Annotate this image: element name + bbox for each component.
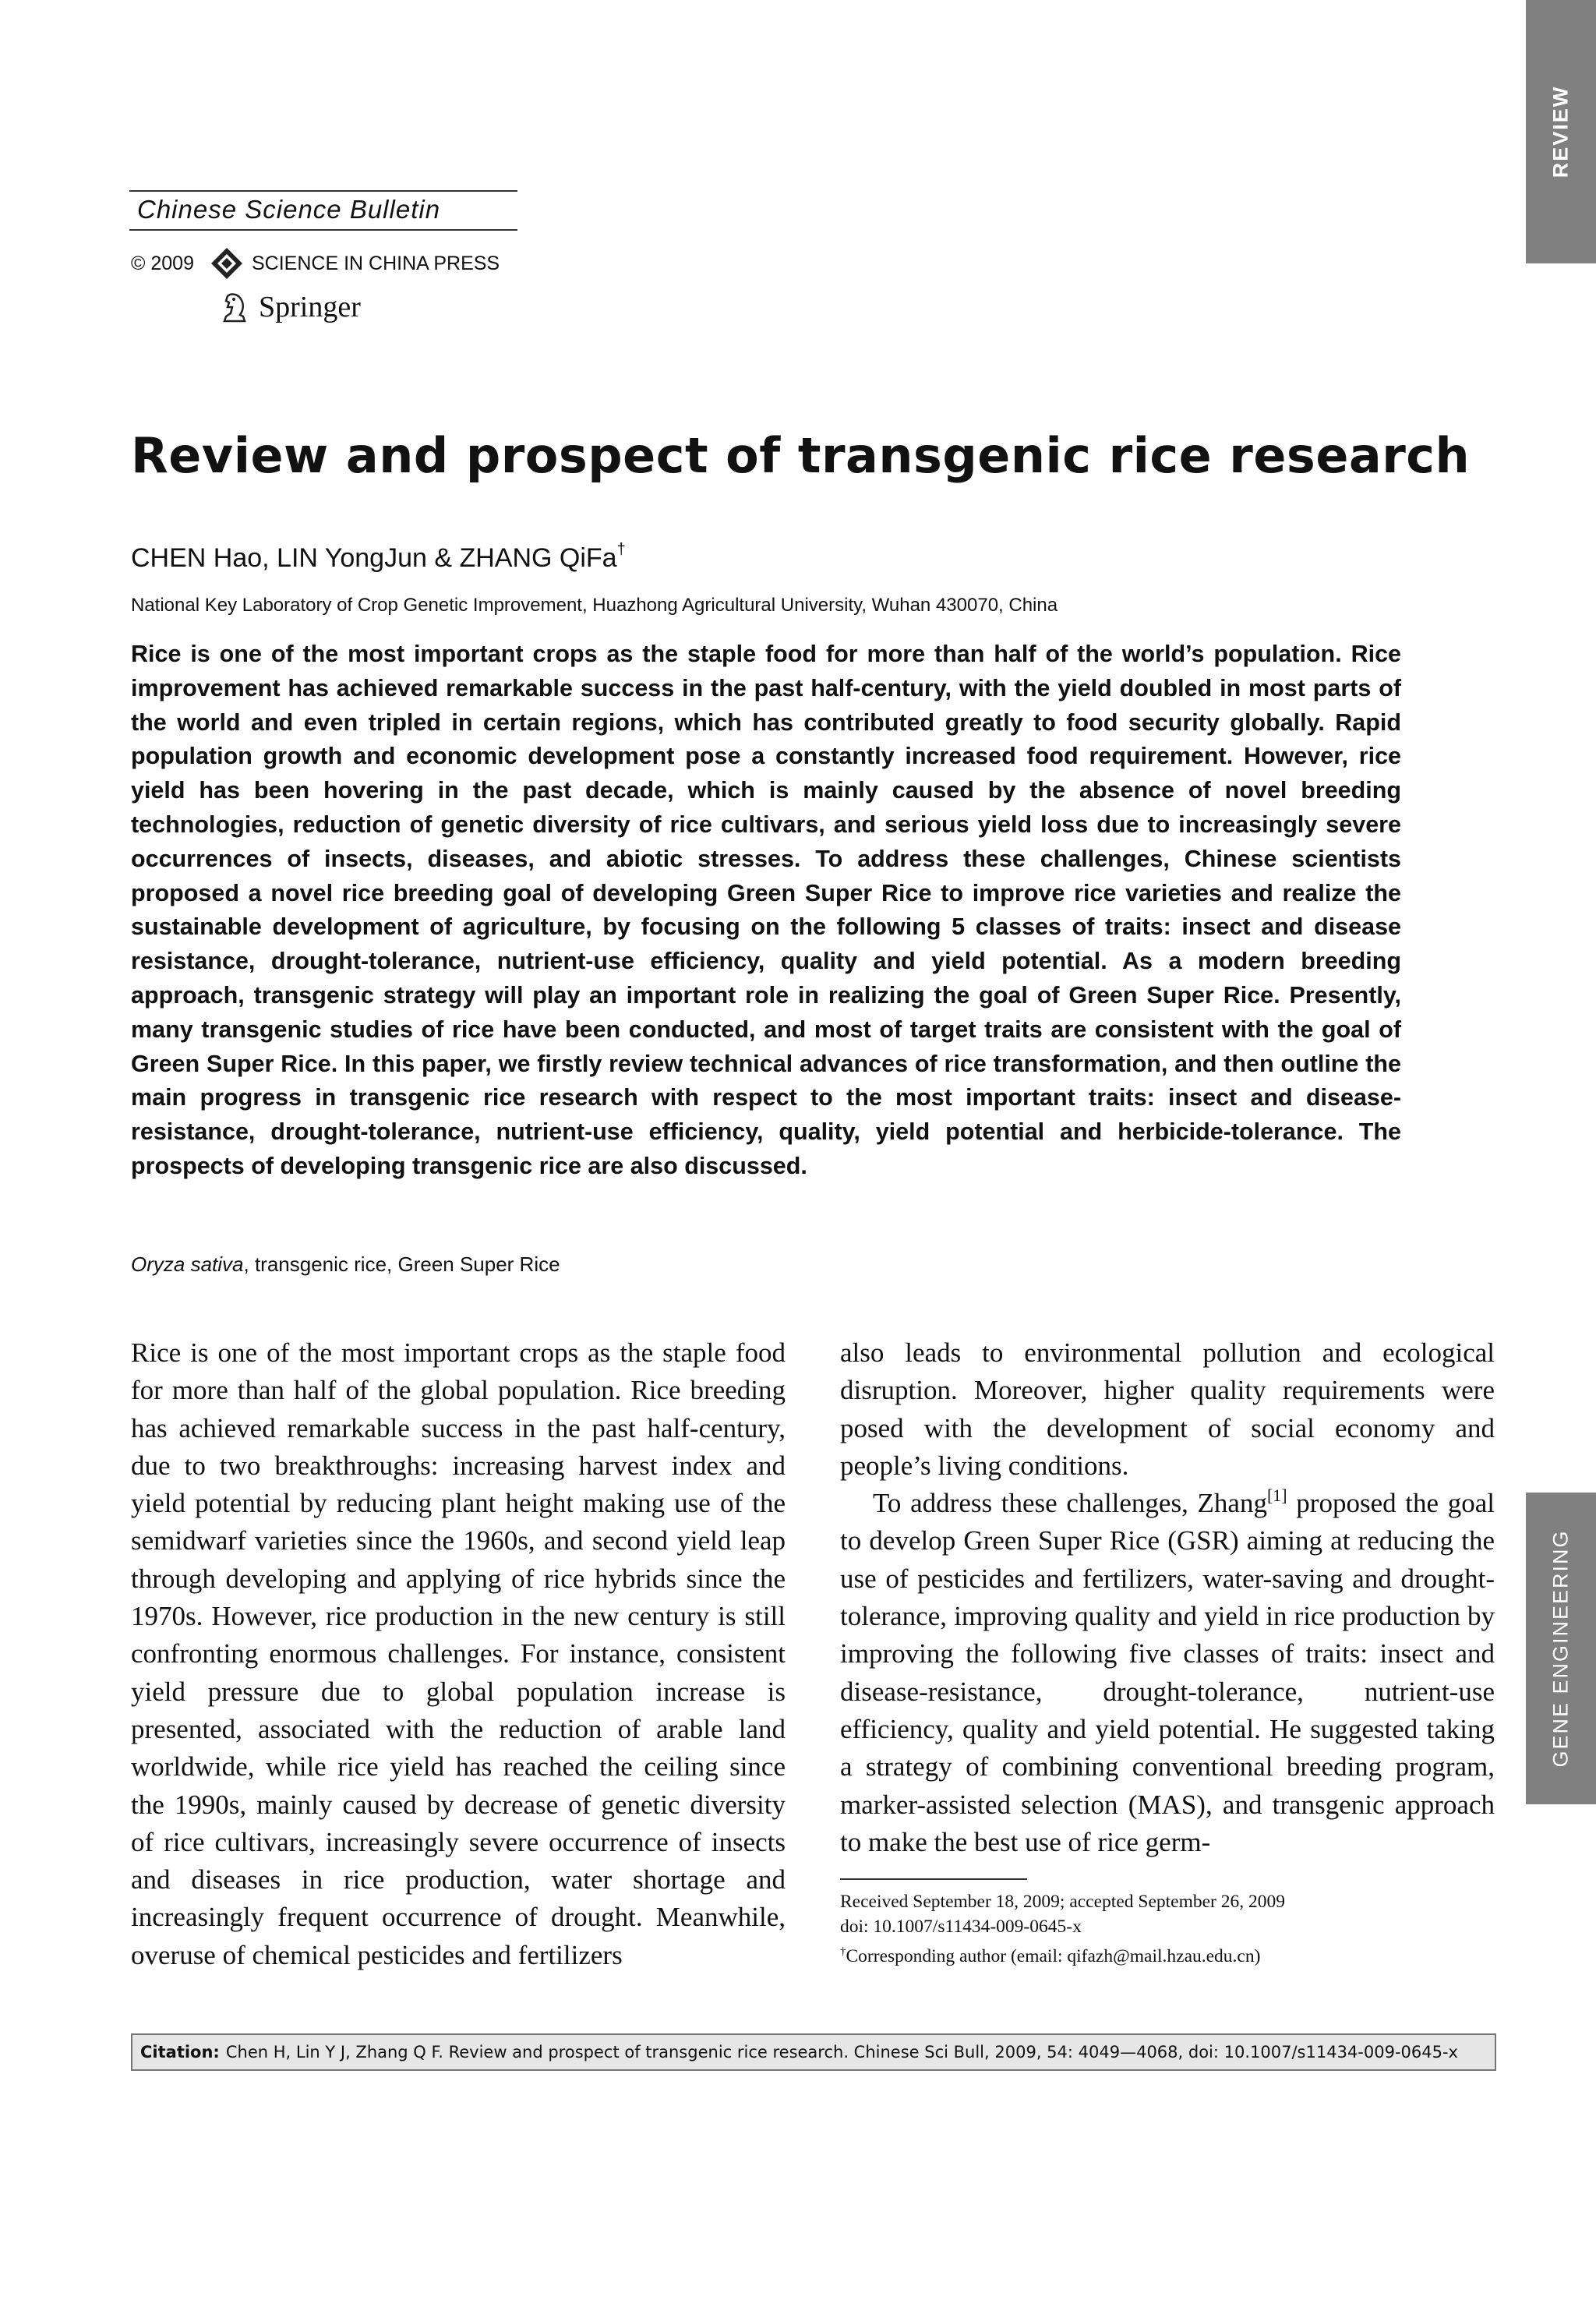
corresponding-text: Corresponding author (email: qifazh@mail.hzau.edu.cn) (846, 1946, 1261, 1966)
body-left-column (131, 1334, 786, 1974)
section-tab-review (1526, 0, 1596, 263)
citation-label: Citation: (140, 2043, 220, 2062)
press-name: SCIENCE IN CHINA PRESS (251, 252, 500, 274)
section-tab-gene-engineering (1526, 1493, 1596, 1804)
corresponding-author (840, 1939, 1285, 1969)
article-title: Review and prospect of transgenic rice research (131, 427, 1471, 484)
affiliation: National Key Laboratory of Crop Genetic Improvement, Huazhong Agricultural University, Wuhan 430070, China (131, 595, 1058, 616)
body-paragraph: Rice is one of the most important crops as the staple food for more than half of the global population. Rice breeding has achieved remarkable success in the past half-century, due to two breakthroughs: increasing harvest index and yield potential by reducing plant height making use of the semidwarf varieties since the 1960s, and second yield leap through developing and applying of rice hybrids since the 1970s. However, rice production in the new century is still confronting enormous challenges. For instance, consistent yield pressure due to global population increase is presented, associated with the reduction of arable land worldwide, while rice yield has reached the ceiling since the 1990s, mainly caused by decrease of genetic diversity of rice cultivars, increasingly severe occurrence of insects and diseases in rice production, water shortage and increasingly frequent occurrence of drought. Meanwhile, overuse of chemical pesticides and fertilizers (131, 1337, 786, 1970)
body-paragraph: also leads to environmental pollution and ecological disruption. Moreover, higher quality requirements were posed with the development of social economy and people’s living conditions. (840, 1337, 1495, 1481)
body-paragraph (840, 1485, 1495, 1861)
abstract: Rice is one of the most important crops as the staple food for more than half of the world’s population. Rice improvement has achieved remarkable success in the past half-century, with the yield doubled in most parts of the world and even tripled in certain regions, which has contributed greatly to food security globally. Rapid population growth and economic development pose a constantly increased food requirement. However, rice yield has been hovering in the past decade, which is mainly caused by the absence of novel breeding technologies, reduction of genetic diversity of rice cultivars, and serious yield loss due to increasingly severe occurrences of insects, diseases, and abiotic stresses. To address these challenges, Chinese scientists proposed a novel rice breeding goal of developing Green Super Rice to improve rice varieties and realize the sustainable development of agriculture, by focusing on the following 5 classes of traits: insect and disease resistance, drought-tolerance, nutrient-use efficiency, quality and yield potential. As a modern breeding approach, transgenic strategy will play an important role in realizing the goal of Green Super Rice. Presently, many transgenic studies of rice have been conducted, and most of target traits are consistent with the goal of Green Super Rice. In this paper, we firstly review technical advances of rice transformation, and then outline the main progress in transgenic rice research with respect to the most important traits: insect and disease-resistance, drought-tolerance, nutrient-use efficiency, quality, yield potential and herbicide-tolerance. The prospects of developing transgenic rice are also discussed. (131, 641, 1401, 1179)
citation-box (131, 2033, 1496, 2071)
footnotes (840, 1889, 1285, 1969)
keyword-species: Oryza sativa (131, 1252, 244, 1276)
footnote-divider (840, 1878, 1027, 1880)
author-names: CHEN Hao, LIN YongJun & ZHANG QiFa (131, 543, 617, 573)
paragraph-text: proposed the goal to develop Green Super Rice (GSR) aiming at reducing the use of pesticides and fertilizers, water-saving and drought-tolerance, improving quality and yield in rice production by improving the following five classes of traits: insect and disease-resistance, drought-tolerance, nutrient-use efficiency, quality and yield potential. He suggested taking a strategy of combining conventional breeding program, marker-assisted selection (MAS), and transgenic approach to make the best use of rice germ- (840, 1488, 1495, 1857)
received-date: Received September 18, 2009; accepted September 26, 2009 (840, 1892, 1285, 1912)
journal-name: Chinese Science Bulletin (129, 190, 517, 231)
paragraph-text: To address these challenges, Zhang (873, 1488, 1267, 1519)
section-tab-gene-engineering-label: GENE ENGINEERING (1548, 1529, 1573, 1768)
keywords (131, 1252, 560, 1277)
doi: doi: 10.1007/s11434-009-0645-x (840, 1917, 1082, 1937)
corresponding-mark: † (616, 541, 626, 558)
keyword-rest: , transgenic rice, Green Super Rice (243, 1252, 560, 1276)
authors (131, 541, 626, 574)
corresponding-mark: † (840, 1945, 846, 1958)
citation-text: Chen H, Lin Y J, Zhang Q F. Review and prospect of transgenic rice research. Chinese Sci Bull, 2009, 54: 4049—4068, doi: 10.1007/s11434-009-0645-x (225, 2043, 1458, 2062)
body-right-column (840, 1334, 1495, 1861)
publisher-name: Springer (259, 291, 361, 323)
reference-link[interactable]: [1] (1266, 1486, 1287, 1506)
springer-knight-icon (218, 290, 252, 324)
section-tab-review-label: REVIEW (1548, 85, 1573, 178)
publisher-logo (218, 290, 361, 324)
copyright-year: © 2009 (131, 252, 194, 274)
press-logo-icon (210, 246, 244, 281)
press-line (131, 246, 500, 281)
